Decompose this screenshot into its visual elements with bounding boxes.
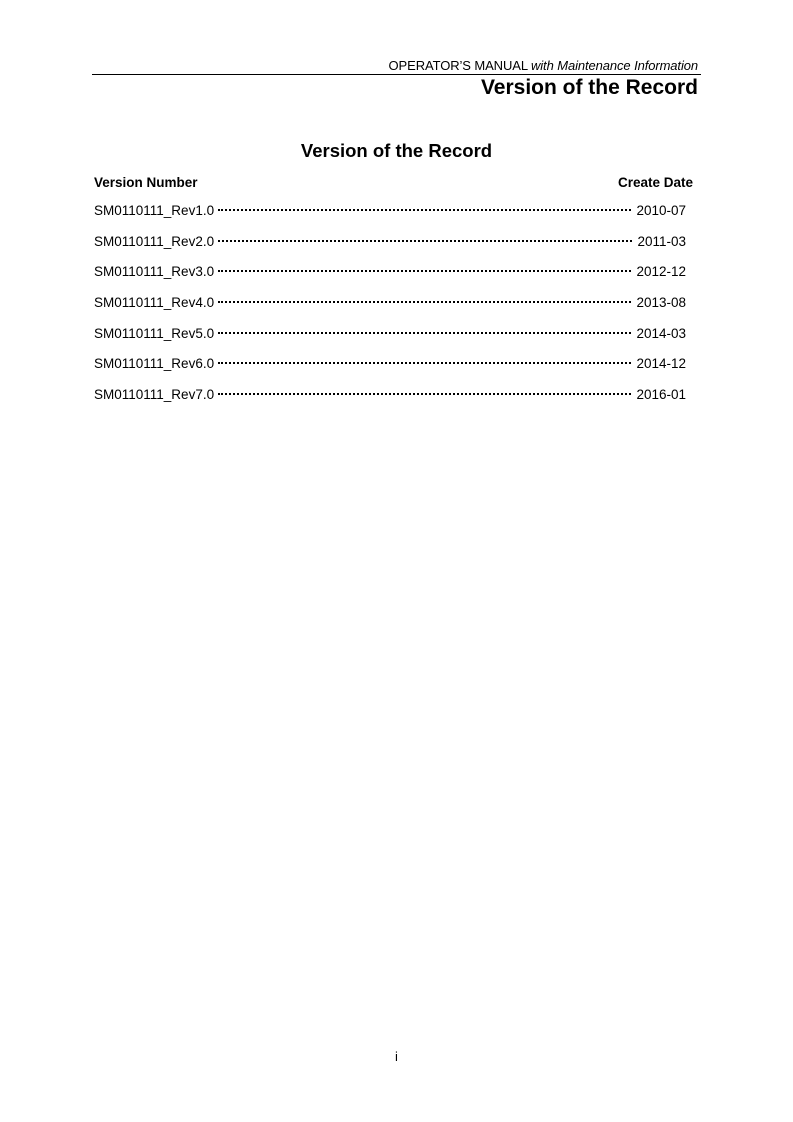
dot-leader: [218, 393, 631, 395]
dot-leader: [218, 240, 632, 242]
column-header-version: Version Number: [94, 175, 198, 190]
version-date: 2013-08: [636, 295, 686, 311]
column-header-date: Create Date: [617, 175, 693, 190]
version-number: SM0110111_Rev5.0: [94, 325, 215, 341]
version-number: SM0110111_Rev6.0: [94, 356, 215, 372]
version-row: [94, 295, 686, 326]
version-row: [94, 356, 686, 387]
version-date: 2014-03: [636, 325, 686, 341]
page-number: i: [395, 1049, 398, 1064]
version-number: SM0110111_Rev3.0: [94, 264, 215, 280]
section-title: Version of the Record: [300, 140, 493, 161]
header-title: Version of the Record: [480, 76, 698, 99]
version-row: [94, 234, 686, 265]
version-date: 2011-03: [637, 233, 686, 249]
version-number: SM0110111_Rev4.0: [94, 295, 215, 311]
running-header: [389, 58, 698, 73]
dot-leader: [218, 209, 631, 211]
dot-leader: [218, 362, 631, 364]
version-number: SM0110111_Rev1.0: [94, 203, 215, 218]
header-divider: [92, 74, 701, 75]
version-row: [94, 387, 686, 418]
version-date: 2014-12: [636, 356, 686, 372]
version-row: [94, 326, 686, 357]
dot-leader: [218, 332, 631, 334]
version-date: 2010-07: [636, 203, 686, 218]
version-row: [94, 203, 686, 234]
manual-label: OPERATOR’S MANUAL: [388, 58, 528, 73]
version-date: 2012-12: [636, 264, 686, 280]
version-list: [94, 203, 686, 418]
version-number: SM0110111_Rev2.0: [94, 233, 215, 249]
dot-leader: [218, 301, 631, 303]
manual-subtitle: with Maintenance Information: [530, 58, 698, 73]
version-date: 2016-01: [636, 387, 686, 403]
version-number: SM0110111_Rev7.0: [94, 387, 215, 403]
version-row: [94, 264, 686, 295]
dot-leader: [218, 270, 631, 272]
